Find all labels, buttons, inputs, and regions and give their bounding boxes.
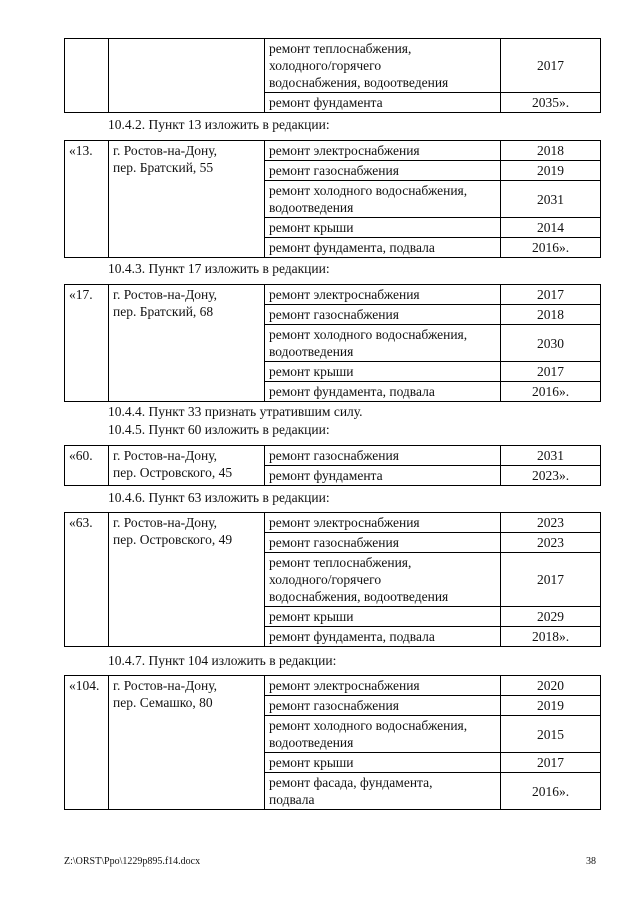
address-line: пер. Братский, 55 xyxy=(113,160,214,175)
work-cell xyxy=(265,753,501,773)
work-line: ремонт фундамента, подвала xyxy=(269,240,435,255)
item-number: «60. xyxy=(65,446,109,486)
work-cell xyxy=(265,553,501,607)
year-cell: 2035». xyxy=(501,93,601,113)
work-line: ремонт фундамента, подвала xyxy=(269,629,435,644)
year-cell: 2023». xyxy=(501,466,601,486)
amendment-paragraph: 10.4.3. Пункт 17 изложить в редакции: xyxy=(108,261,330,276)
work-cell xyxy=(265,218,501,238)
work-cell xyxy=(265,716,501,753)
work-line: ремонт крыши xyxy=(269,220,354,235)
table-row xyxy=(65,39,601,93)
work-line: ремонт газоснабжения xyxy=(269,163,399,178)
table-row xyxy=(65,446,601,466)
address-line: г. Ростов-на-Дону, xyxy=(113,515,218,530)
work-line: ремонт электроснабжения xyxy=(269,287,420,302)
work-cell xyxy=(265,773,501,810)
amendment-paragraph: 10.4.5. Пункт 60 изложить в редакции: xyxy=(108,422,330,437)
work-line: водоотведения xyxy=(269,344,354,359)
address-line: пер. Братский, 68 xyxy=(113,304,214,319)
address-cell xyxy=(109,285,265,402)
year-cell: 2023 xyxy=(501,533,601,553)
table-row xyxy=(65,141,601,161)
work-cell xyxy=(265,362,501,382)
work-line: ремонт крыши xyxy=(269,364,354,379)
address-line: г. Ростов-на-Дону, xyxy=(113,448,218,463)
work-line: водоснабжения, водоотведения xyxy=(269,75,449,90)
table-row xyxy=(65,285,601,305)
work-line: ремонт фундамента, подвала xyxy=(269,384,435,399)
work-line: ремонт теплоснабжения, xyxy=(269,41,412,56)
work-cell xyxy=(265,141,501,161)
work-cell xyxy=(265,325,501,362)
data-table xyxy=(64,140,601,258)
year-cell: 2015 xyxy=(501,716,601,753)
year-cell: 2031 xyxy=(501,181,601,218)
data-table xyxy=(64,675,601,810)
footer-file-path: Z:\ORST\Ppo\1229p895.f14.docx xyxy=(64,856,201,867)
amendment-paragraph: 10.4.2. Пункт 13 изложить в редакции: xyxy=(108,117,330,132)
work-cell xyxy=(265,607,501,627)
work-line: ремонт электроснабжения xyxy=(269,143,420,158)
work-line: ремонт холодного водоснабжения, xyxy=(269,327,468,342)
item-number: «17. xyxy=(65,285,109,402)
work-line: ремонт газоснабжения xyxy=(269,698,399,713)
amendment-paragraph: 10.4.7. Пункт 104 изложить в редакции: xyxy=(108,653,337,668)
work-line: ремонт фундамента xyxy=(269,468,383,483)
work-line: ремонт газоснабжения xyxy=(269,448,399,463)
item-number: «104. xyxy=(65,676,109,810)
address-cell xyxy=(109,39,265,113)
work-line: ремонт электроснабжения xyxy=(269,678,420,693)
work-cell xyxy=(265,285,501,305)
year-cell: 2023 xyxy=(501,513,601,533)
work-line: ремонт холодного водоснабжения, xyxy=(269,183,468,198)
work-line: ремонт холодного водоснабжения, xyxy=(269,718,468,733)
work-cell xyxy=(265,533,501,553)
address-line: г. Ростов-на-Дону, xyxy=(113,678,218,693)
table-row xyxy=(65,513,601,533)
year-cell: 2016». xyxy=(501,382,601,402)
address-line: пер. Семашко, 80 xyxy=(113,695,213,710)
year-cell: 2018». xyxy=(501,627,601,647)
address-cell xyxy=(109,141,265,258)
year-cell: 2030 xyxy=(501,325,601,362)
work-line: водоотведения xyxy=(269,200,354,215)
item-number xyxy=(65,39,109,113)
work-cell xyxy=(265,382,501,402)
work-cell xyxy=(265,513,501,533)
work-line: ремонт электроснабжения xyxy=(269,515,420,530)
year-cell: 2016». xyxy=(501,238,601,258)
work-line: ремонт фасада, фундамента, xyxy=(269,775,433,790)
work-line: ремонт теплоснабжения, xyxy=(269,555,412,570)
work-cell xyxy=(265,676,501,696)
year-cell: 2014 xyxy=(501,218,601,238)
address-line: г. Ростов-на-Дону, xyxy=(113,287,218,302)
work-cell xyxy=(265,181,501,218)
table-row xyxy=(65,676,601,696)
work-cell xyxy=(265,238,501,258)
work-cell xyxy=(265,696,501,716)
year-cell: 2017 xyxy=(501,362,601,382)
work-cell xyxy=(265,466,501,486)
data-table xyxy=(64,284,601,402)
year-cell: 2017 xyxy=(501,285,601,305)
year-cell: 2029 xyxy=(501,607,601,627)
work-line: водоотведения xyxy=(269,735,354,750)
item-number: «13. xyxy=(65,141,109,258)
year-cell: 2017 xyxy=(501,753,601,773)
year-cell: 2018 xyxy=(501,141,601,161)
address-cell xyxy=(109,676,265,810)
address-line: пер. Островского, 49 xyxy=(113,532,233,547)
footer-page-number: 38 xyxy=(586,856,596,867)
address-line: г. Ростов-на-Дону, xyxy=(113,143,218,158)
address-cell xyxy=(109,513,265,647)
work-line: холодного/горячего xyxy=(269,58,382,73)
work-line: холодного/горячего xyxy=(269,572,382,587)
work-line: ремонт фундамента xyxy=(269,95,383,110)
work-cell xyxy=(265,627,501,647)
work-cell xyxy=(265,446,501,466)
year-cell: 2019 xyxy=(501,696,601,716)
data-table xyxy=(64,445,601,486)
work-cell xyxy=(265,39,501,93)
amendment-paragraph: 10.4.4. Пункт 33 признать утратившим силу. xyxy=(108,404,363,419)
year-cell: 2017 xyxy=(501,553,601,607)
year-cell: 2031 xyxy=(501,446,601,466)
work-line: ремонт крыши xyxy=(269,755,354,770)
work-line: подвала xyxy=(269,792,315,807)
year-cell: 2020 xyxy=(501,676,601,696)
item-number: «63. xyxy=(65,513,109,647)
work-cell xyxy=(265,93,501,113)
data-table xyxy=(64,38,601,113)
work-line: ремонт газоснабжения xyxy=(269,535,399,550)
work-cell xyxy=(265,161,501,181)
amendment-paragraph: 10.4.6. Пункт 63 изложить в редакции: xyxy=(108,490,330,505)
data-table xyxy=(64,512,601,647)
work-line: водоснабжения, водоотведения xyxy=(269,589,449,604)
work-line: ремонт крыши xyxy=(269,609,354,624)
address-cell xyxy=(109,446,265,486)
work-line: ремонт газоснабжения xyxy=(269,307,399,322)
work-cell xyxy=(265,305,501,325)
year-cell: 2019 xyxy=(501,161,601,181)
address-line: пер. Островского, 45 xyxy=(113,465,233,480)
year-cell: 2018 xyxy=(501,305,601,325)
year-cell: 2016». xyxy=(501,773,601,810)
year-cell: 2017 xyxy=(501,39,601,93)
